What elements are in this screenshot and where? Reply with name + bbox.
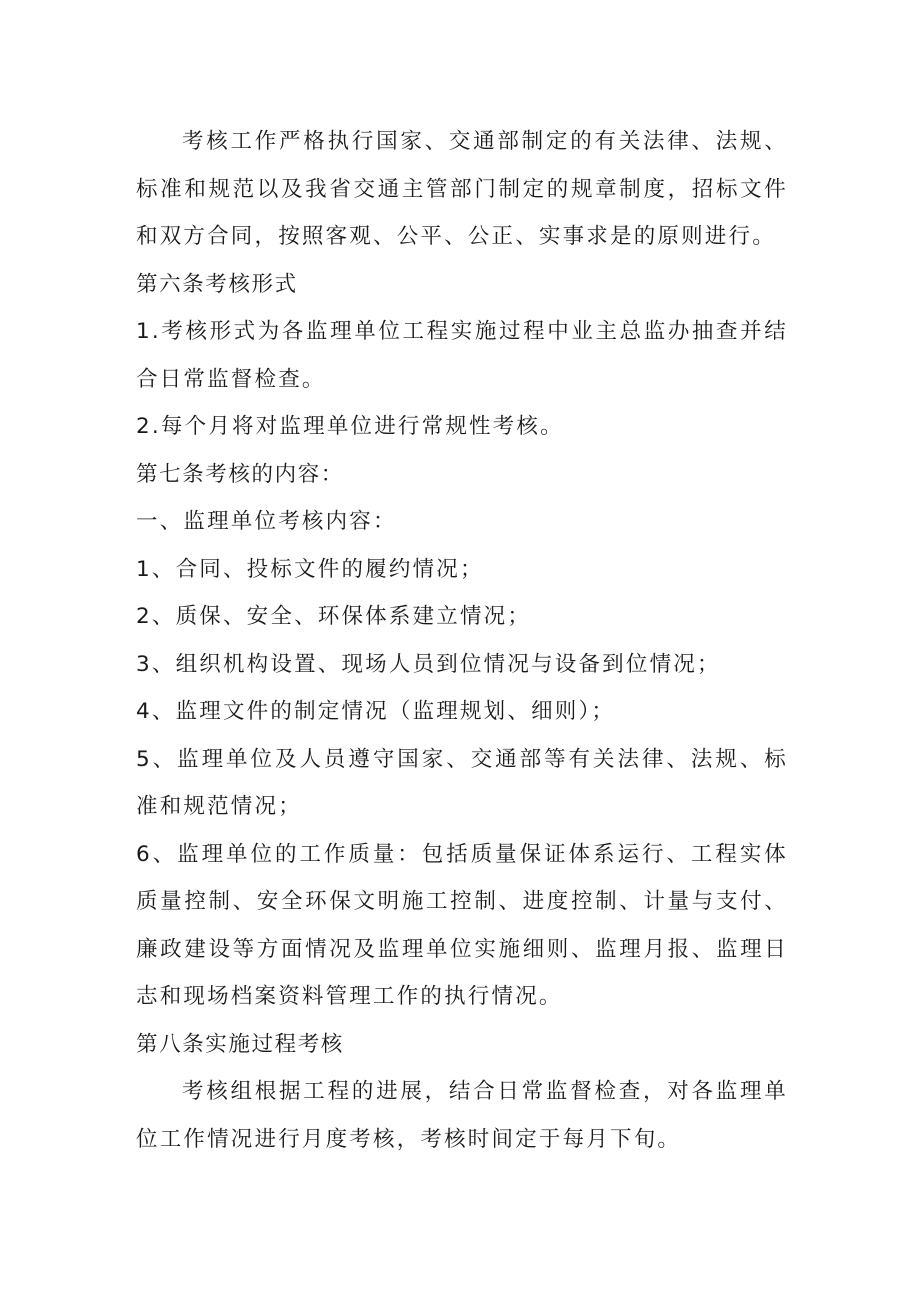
article-8-heading: 第八条实施过程考核	[136, 1031, 344, 1057]
document-body	[136, 118, 788, 1163]
paragraph-assessment-form-1: 1.考核形式为各监理单位工程实施过程中业主总监办抽查并结合日常监督检查。	[136, 319, 788, 392]
paragraph-assessment-form-2: 2.每个月将对监理单位进行常规性考核。	[136, 414, 564, 439]
paragraph-process-assessment: 考核组根据工程的进展，结合日常监督检查，对各监理单位工作情况进行月度考核，考核时间定于每月下旬。	[136, 1079, 788, 1152]
list-item: 3、组织机构设置、现场人员到位情况与设备到位情况；	[136, 651, 721, 677]
list-item: 6、监理单位的工作质量：包括质量保证体系运行、工程实体质量控制、安全环保文明施工控制、进度控制、计量与支付、廉政建设等方面情况及监理单位实施细则、监理月报、监理日志和现场档案资料管理工作的执行情况。	[136, 841, 788, 1009]
paragraph-principles: 考核工作严格执行国家、交通部制定的有关法律、法规、标准和规范以及我省交通主管部门制定的规章制度，招标文件和双方合同，按照客观、公平、公正、实事求是的原则进行。	[136, 129, 788, 249]
article-6-heading: 第六条考核形式	[136, 271, 298, 297]
list-item: 4、监理文件的制定情况（监理规划、细则）；	[136, 699, 616, 724]
list-item: 5、监理单位及人员遵守国家、交通部等有关法律、法规、标准和规范情况；	[136, 746, 788, 819]
section-1-heading: 一、监理单位考核内容：	[136, 509, 397, 534]
list-item: 2、质保、安全、环保体系建立情况；	[136, 604, 532, 629]
article-7-heading: 第七条考核的内容：	[136, 461, 344, 487]
list-item: 1、合同、投标文件的履约情况；	[136, 556, 484, 582]
